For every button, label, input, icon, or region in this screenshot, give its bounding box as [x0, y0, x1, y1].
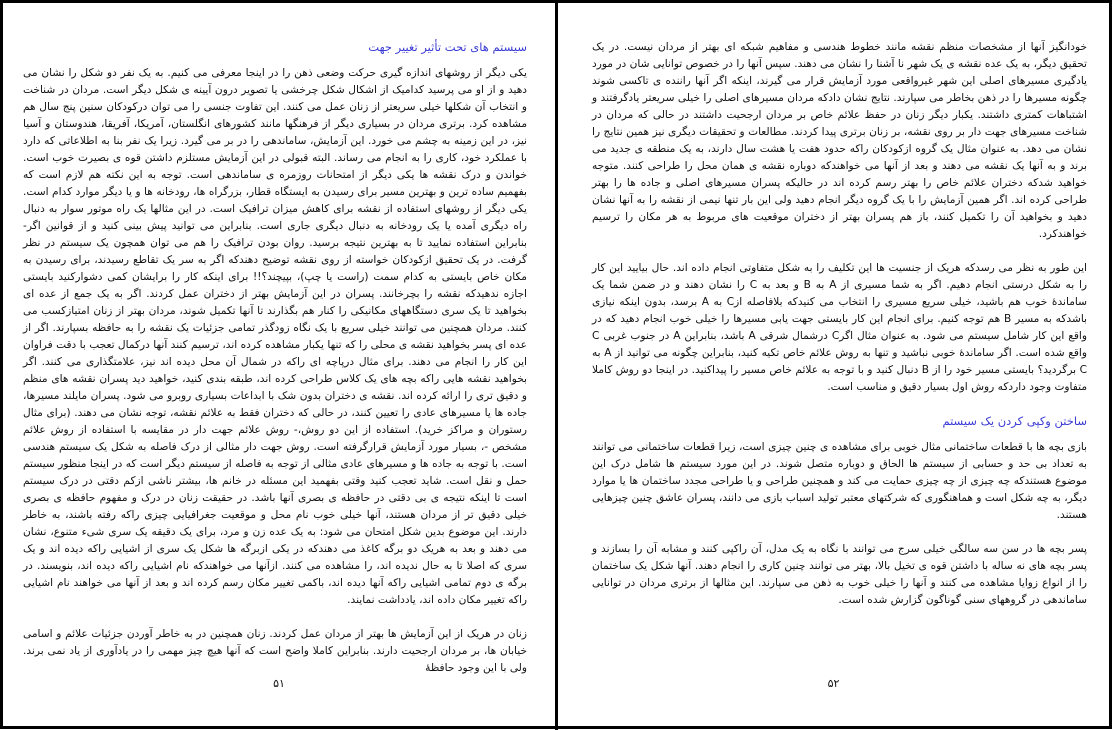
paragraph: بازی بچه ها با قطعات ساختمانی مثال خوبی برای مشاهده ی چنین چیزی است، زیرا قطعات ساختمانی می توانند به تعداد بی حد و حسابی از سیستم ها الحاق و دوباره متصل شوند. در این مورد سیستم ها شامل درک این موضوع هستندکه چه چیزی از چه چیزی حمایت می کند و همچنین طراحی و یا طراحی مجدد ساختمان ها یا موارد دیگر، به چه شکل است و هماهنگوری که شرکتهای معتبر تولید اسباب بازی می دانند، پسران عاشق چنین چیزهایی هستند.: [592, 441, 1087, 521]
bottom-border: [0, 726, 1112, 729]
left-page: [0, 3, 555, 726]
paragraph: این طور به نظر می رسدکه هریک از جنسیت ها این تکلیف را به شکل متفاوتی انجام داده اند. حال بیایید این کار را به شکل درستی انجام دهیم. اگر به شما مسیری از A به B و بعد به C را نشان دهند و در ضمن شما یک ساماندهٔ خوب هم باشید، خیلی سریع مسیری را انتخاب می کنیدکه بلافاصله ازC به A برسد، بدون اینکه نیازی باشدکه به مسیر B هم توجه کنیم. برای انجام این کار بایستی جهت یابی مسیرها را خیلی خوب انجام دهید که در واقع این کار شامل سیستم می شود. به عنوان مثال اگرC درشمال شرقی A باشد، بنابراین A در جنوب غربی C واقع شده است. اگر ساماندهٔ خوبی نباشید و تنها به روش علائم خاص تکیه کنید، بنابراین چگونه می توانید از A به C برگردید؟ بایستی مسیر خود را از B دنبال کنید و با توجه به علائم خاص مسیر را پیداکنید. در اینجا دو روش کاملا متفاوت وجود داردکه روش اول بسیار دقیق و مناسب است.: [592, 262, 1088, 393]
page-number: ۵۲: [827, 677, 840, 690]
paragraph: خودانگیز آنها از مشخصات منظم نقشه مانند خطوط هندسی و مفاهیم شبکه ای بهتر از مردان نیست. در یک تحقیق دیگر، به یک عده نقشه ی یک شهر نا آشنا را نشان می دهند. سپس آنها را در خصوص توانایی شان در مورد یادگیری مسیرهای اصلی این شهر غیرواقعی مورد آزمایش قرار می گیرند، اینکه اگر آنها راننده ی تاکسی شوند چگونه مسیرها را در ذهن بخاطر می سپارند. نتایج نشان دادکه مردان مسیرهای اصلی را خیلی سریعتر یادگرفتند و اشتباهات کمتری داشتند. یکبار دیگر زنان در حفظ علائم خاص بر مردان ارجحیت داشتند در حالی که مردان در شناخت مسیرهای جهت دار بر روی نقشه، بر زنان برتری پیدا کردند. مطالعات و تحقیقات دیگری نیز همین نتایج را نشان می دهد. به عنوان مثال یک گروه ازکودکان راکه حدود هفت یا هشت سال دارند، به یک منطقه ی جدید می برند و به آنها یک نقشه می دهند و بعد از آنها می خواهندکه دوباره نقشه ی همان محل را طراحی کنند. متوجه خواهید شدکه دختران علائم خاص را بهتر رسم کرده اند در حالیکه پسران مسیرهای اصلی و جاده ها را بهتر طراحی کرده اند. اگر همین آزمایش را با یک گروه دیگر انجام دهید ولی این بار تنها نیمی از نقشه را به آنها نشان دهید و بخواهید آن را تکمیل کنند، باز هم پسران بهتر از دختران موقعیت های مربوط به هر مکان را ترسیم خواهندکرد.: [592, 41, 1087, 240]
section-heading: سیستم های تحت تأثیر تغییر جهت: [368, 40, 527, 54]
paragraph: زنان در هریک از این آزمایش ها بهتر از مردان عمل کردند. زنان همچنین در به خاطر آوردن جزئیات علائم و اسامی خیابان ها، بر مردان ارجحیت دارند. بنابراین کاملا واضح است که آنها هیچ چیز مهمی را در یادآوری از یاد نمی برند. ولی با این وجود حافظهٔ: [23, 628, 527, 674]
paragraph: یکی دیگر از روشهای اندازه گیری حرکت وضعی ذهن را در اینجا معرفی می کنیم. به یک نفر دو شکل را نشان می دهید و از او می پرسید کدامیک از اشکال شکل چرخشی یا تصویر درون آیینه ی شکل دیگر است. مردان در شناخت و انتخاب آن شکلها خیلی سریعتر از زنان عمل می کنند. این تفاوت جنسی را می توان درکودکان سنین پنج سال هم مشاهده کرد. برتری مردان در بسیاری دیگر از فرهنگها مانند کشورهای انگلستان، آمریکا، آفریقا، هندوستان و آسیا نیز، در این زمینه به چشم می خورد. این آزمایش، ساماندهی را در بر می گیرد. زیرا یک نفر بنا به اطلاعاتی که دارد با عملکرد خود، کاری را به انجام می رساند. البته قبولی در این آزمایش مستلزم داشتن قوه ی بصیرت خوب است. خواندن و درک نقشه ها یکی دیگر از امتحانات روزمره ی ساماندهی است. توجه به این نکته هم لازم است که بفهمیم ساده ترین و بهترین مسیر برای رسیدن به ایستگاه قطار، بزرگراه ها، رودخانه ها و یا دیگر موارد کدام است. یکی دیگر از روشهای استفاده از نقشه برای کاهش میزان ترافیک است. در این مثالها یک راه موتور سوار به دنبال راه دیگری آمده یا یک رودخانه به دنبال دیگری جاری است. بنابراین می توانید پیش بینی کنید و از قوانین اگر- بنابراین استفاده نمایید تا به بهترین نتیجه برسید. روان بودن ترافیک را هم می توان همچون یک سیستم در نظر گرفت. در یک تحقیق ازکودکان خواسته از روی نقشه توضیح دهندکه اگر به سر یک تقاطع رسیدند، برای رسیدن به مکان خاص بایستی به کدام سمت (راست یا چپ)، بپیچند؟!! برای اینکه کار را برایشان کمی دشوارکنید بایستی اجازه ندهیدکه نقشه را بچرخانند. پسران در این آزمایش بهتر از دختران عمل کردند. اگر به یک جمع از عده ای بخواهید تا یک سری دستگاههای مکانیکی را کنار هم بگذارند تا آنها تکمیل شوند، مردان بهتر از زنان امتیازکسب می کنند. مردان همچنین می توانند خیلی سریع با یک نگاه زودگذر تمامی جزئیات یک نقشه را به حافظه بسپارند. اگر از عده ای پسر بخواهید نقشه ی محلی را که تنها یکبار مشاهده کرده اند، ترسیم کنند آنها درکمال تعجب با دقت فراوان این کار را انجام می دهند. برای مثال درپاچه ای راکه در شمال آن محل دیده اند نیز، علامتگذاری می کنند. اگر بخواهید نقشه هایی راکه بچه های یک کلاس طراحی کرده اند، طبقه بندی کنید، خواهید دید پسران نقشه های منظم و دقیق تری را ارائه کرده اند. نقشه ی دختران بدون شک با ابداعات بسیاری روبرو می شود. پسران مایلند مسیرها، جاده ها یا مسیرهای عادی را تعیین کنند، در حالی که دختران فقط به علائم نقشه، توجه نشان می دهند. (برای مثال رستوران و مراکز خرید). استفاده از این دو روش،- روش علائم جهت دار در مقایسه با استفاده از روش علائم مشخص -، بسیار مورد آزمایش قرارگرفته است. روش جهت دار مثالی از درک فاصله به شکل یک سیستم هندسی است. با توجه به جاده ها و مسیرهای عادی مثالی از توجه به فاصله از سیستم دیگر است که در اینجا منظور سیستم حمل و نقل است. شاید تعجب کنید وقتی بفهمید این مسئله در خانم ها، بیشتر ناشی ازکم دقتی در درک سیستم است تا اینکه نتیجه ی بی دقتی در حافظه ی بصری آنها باشد. در حقیقت زنان در درک و مفهوم حافظه ی بصری خیلی دقیق تر از مردان هستند، آنها خیلی خوب نام محل و موقعیت جغرافیایی چیزی راکه رفته باشند، به خاطر دارند. این موضوع بدین شکل امتحان می شود: به یک عده زن و مرد، برای یک دقیقه یک سری شیء متنوع، نشان می دهند و بعد به هریک دو برگه کاغذ می دهندکه در یکی ازبرگه ها شکل یک سری از اشیایی راکه دیده اند و یک سری که اصلا تا به حال ندیده اند، را مشاهده می کنند. ازآنها می خواهندکه نام اشیایی راکه دیده اند، بنویسند. در برگه ی دوم تمامی اشیایی راکه آنها دیده اند، باکمی تغییر مکان رسم کرده اند و بعد از آنها می خواهند نام اشیایی راکه تغییر مکان داده اند، یادداشت نمایند.: [23, 67, 527, 606]
page-number: ۵۱: [273, 677, 285, 690]
section-heading: ساختن وکپی کردن یک سیستم: [942, 414, 1087, 428]
paragraph: پسر بچه ها در سن سه سالگی خیلی سرج می توانند با نگاه به یک مدل، آن راکپی کنند و مشابه آن را بسازند و پسر بچه های نه ساله با داشتن قوه ی تخیل بالا، بهتر می توانند چنین کاری را انجام دهند. آنها شکل یک ساختمان را از انواع زوایا مشاهده می کنند و آنها را خیلی خوب به ذهن می سپارند. این مثالها از برتری مردان در توانایی ساماندهی در گروههای سنی گوناگون گزارش شده است.: [592, 543, 1087, 606]
right-page: [558, 3, 1112, 726]
